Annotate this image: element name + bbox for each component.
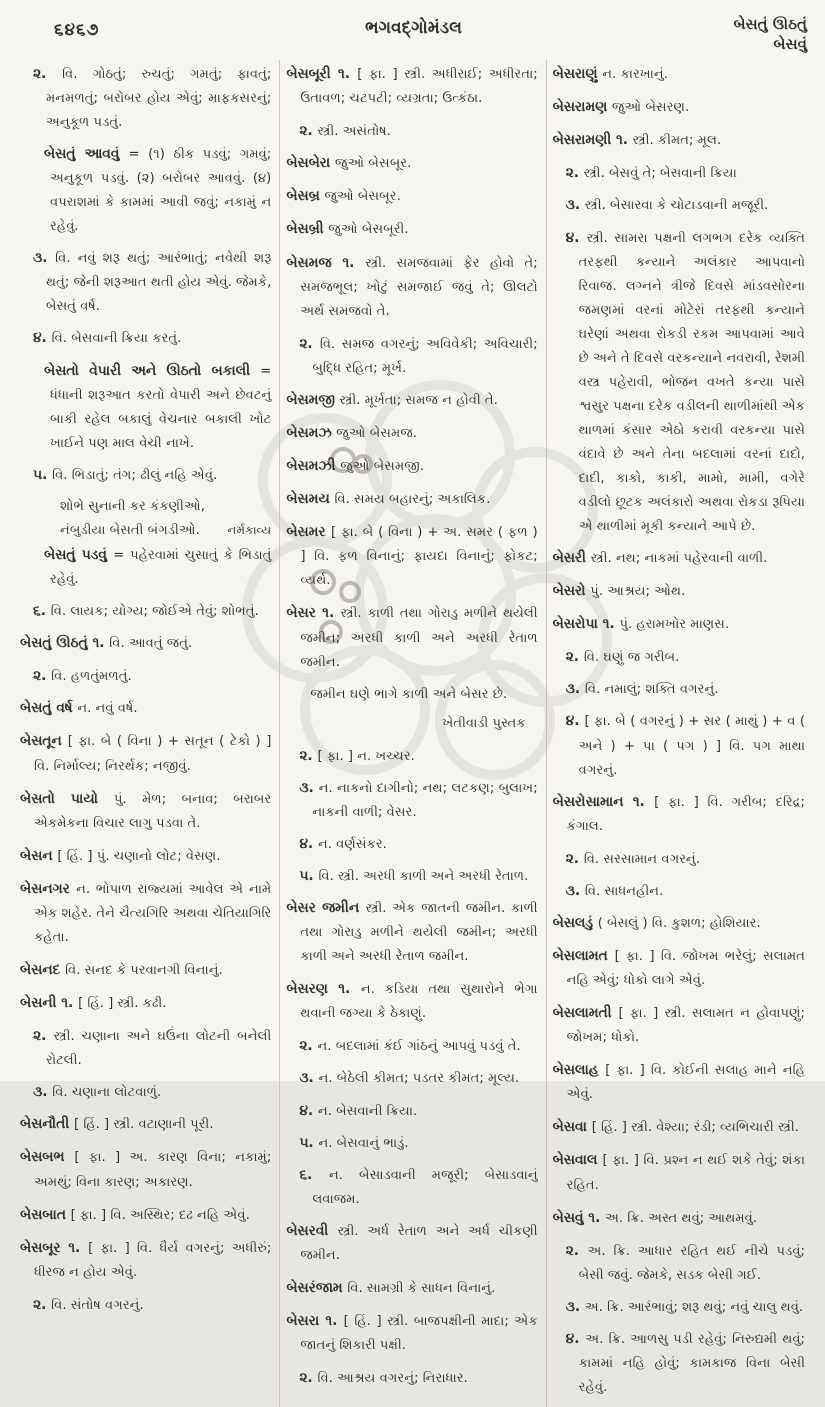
entry-sense: ૪. વિ. બેસવાની ક્રિયા કરતું.: [33, 330, 182, 347]
dictionary-entry: બેસબૂર ૧. [ ફા. ] વિ. ધૈર્ય વગરનું; અધીરું; ધીરજ ન હોય એવું.: [20, 1239, 272, 1280]
entry-sense: ૬. ન. બેસાડવાની મજૂરી; બેસાડવાનું લવાજમ.: [299, 1166, 538, 1207]
sense-number: ૪.: [565, 229, 587, 246]
entry-sense: ૩. વિ. નવું શરૂ થતું; આરંભાતું; નવેથી શરૂ થતું; જેની શરૂઆત થતી હોય એવું. જેમકે, બેસતું વર્ષ.: [33, 250, 272, 315]
dictionary-entry: બેસનૌતી [ હિં. ] સ્ત્રી. વટાણાની પૂરી.: [20, 1116, 214, 1133]
sense-number: ૨.: [33, 1296, 52, 1313]
headword: બેસલામતી: [552, 1005, 619, 1022]
entry-sense: ૪. ન. બેસવાની ક્રિયા.: [299, 1102, 418, 1119]
sense-number: ૨.: [565, 1242, 588, 1259]
entry-sense: ૨. ન. બદલામાં કંઈ ગાંઠનું આપવું પડવું તે.: [299, 1038, 521, 1055]
dictionary-entry: બેસરંજામ વિ. સામગ્રી કે સાધન વિનાનું.: [286, 1279, 496, 1296]
sense-number: ૪.: [33, 330, 52, 347]
headword: બેસરામણ: [552, 99, 612, 116]
sense-number: ૫.: [299, 1134, 319, 1151]
sense-number: ૪.: [299, 1102, 318, 1119]
dictionary-entry: બેસતૂન [ ફા. બે ( વિના ) + સતૂન ( ટેકો ) ] વિ. નિર્માલ્ય; નિરર્થક; નજીવું.: [20, 733, 272, 774]
dictionary-entry: બેસરા ૧. [ હિં. ] સ્ત્રી. બાજપક્ષીની માદા; એક જાતનું શિકારી પક્ષી.: [286, 1313, 538, 1354]
headword: બેસતું ઊઠતું ૧.: [20, 635, 110, 652]
headword: બેસરામણી ૧.: [552, 132, 633, 149]
dictionary-entry: બેસવા [ હિં. ] સ્ત્રી. વેશ્યા; રંડી; વ્યભિચારી સ્ત્રી.: [552, 1119, 799, 1136]
dictionary-entry: બેસતો પાયો પું. મેળ; બનાવ; બરાબર એકમેકના વિચાર લાગુ પડવા તે.: [20, 790, 272, 831]
entry-sense: ૪. ન. વર્ણસંકર.: [299, 835, 387, 852]
headword: બેસરંજામ: [286, 1279, 348, 1296]
headword: બેસરણ ૧.: [286, 981, 361, 998]
entry-sense: ૨. [ ફા. ] ન. ખચ્ચર.: [299, 747, 415, 764]
headword: બેસરોપા ૧.: [552, 616, 620, 633]
headword: બેસરોસામાન ૧.: [552, 793, 655, 810]
headword: બેસમઝી: [286, 458, 341, 475]
sense-number: ૩.: [565, 882, 585, 899]
sense-number: ૨.: [299, 335, 320, 352]
entry-sense: ૨. સ્ત્રી. ચણાના અને ઘઉંના લોટની બનેલી રોટલી.: [33, 1028, 272, 1069]
headword: બેસલાહ: [552, 1062, 606, 1079]
dictionary-entry: બેસલડું ( બેસલું ) વિ. કુશળ; હોશિયાર.: [552, 914, 761, 931]
dictionary-entry: બેસરોસામાન ૧. [ ફા. ] વિ. ગરીબ; દરિદ્ર; કંગાલ.: [552, 793, 806, 834]
guide-word-bottom: બેસવું: [773, 35, 807, 54]
dictionary-entry: બેસમજી સ્ત્રી. મૂર્ખતા; સમજ ન હોવી તે.: [286, 391, 498, 408]
source-attribution: ખેતીવાડી પુસ્તક: [442, 715, 526, 731]
headword: બેસબ્ર: [286, 188, 325, 205]
dictionary-entry: બેસતું ઊઠતું ૧. વિ. આવતું જતું.: [20, 635, 193, 652]
headword: બેસમર: [286, 524, 331, 541]
headword: બેસરા ૧.: [286, 1313, 344, 1330]
headword: બેસમય: [286, 491, 335, 508]
headword: બેસબ્રી: [286, 221, 329, 238]
dictionary-entry: બેસમઝી જુઓ બેસમજી.: [286, 458, 425, 475]
dictionary-entry: બેસની ૧. [ હિં. ] સ્ત્રી. કઢી.: [20, 995, 167, 1012]
source-attribution: નર્મકાવ્ય: [227, 522, 272, 537]
headword: બેસની ૧.: [20, 995, 79, 1012]
entry-sense: ૨. અ. ક્રિ. આધાર રહિત થઈ નીચે પડવું; બેસી જવું. જેમકે, સડક બેસી ગઈ.: [565, 1242, 805, 1283]
headword: બેસમજ ૧.: [286, 254, 366, 271]
dictionary-entry: બેસનગર ન. ભોપાળ રાજ્યમાં આવેલ એ નામે એક શહેર. તેને ચૈત્યગિરિ અથવા ચેતિયાગિરિ કહેતા.: [20, 880, 272, 945]
headword: બેસબેરા: [286, 155, 335, 172]
headword: બેસર ૧.: [286, 605, 341, 622]
headword: બેસરી: [552, 549, 591, 566]
dictionary-entry: બેસરોપા ૧. પું. હરામખોર માણસ.: [552, 616, 730, 633]
headword: બેસવાલ: [552, 1152, 603, 1169]
dictionary-entry: બેસરાણું ન. કારખાનું.: [552, 66, 668, 82]
sense-number: ૫.: [299, 867, 319, 884]
headword: બેસનૌતી: [20, 1116, 74, 1133]
dictionary-entry: બેસલામત [ ફા. ] વિ. જોખમ ભરેલું; સલામત નહિ એવું; ધોકો લાગે એવું.: [552, 947, 805, 989]
headword: બેસવા: [552, 1119, 592, 1136]
sense-number: ૩.: [299, 1070, 319, 1087]
entry-sense: ૫. ન. બેસવાનું ભાડું.: [299, 1134, 409, 1151]
sense-number: ૩.: [565, 197, 585, 214]
entry-sense: ૨. વિ. સંતોષ વગરનું.: [33, 1296, 144, 1313]
headword: બેસબભ: [20, 1149, 75, 1166]
verse-line: નર્મકાવ્ય નંબુડીયા બેસતી બંગડીઓ.: [20, 519, 271, 543]
usage-example: બેસતું પડવું = પહેરવામાં ચુસાતું કે ભિડાતું રહેવું.: [44, 546, 272, 587]
headword: બેસનદ: [20, 961, 66, 978]
sense-number: બેસતો વેપારી અને ઊઠતો બકાલી: [44, 362, 261, 379]
sense-number: ૪.: [565, 1330, 586, 1347]
sense-number: ૨.: [299, 747, 318, 764]
dictionary-entry: બેસમજ ૧. સ્ત્રી. સમજવામાં ફેર હોવો તે; સમજભૂલ; ખોટું સમજાઈ જવું તે; ઊલટો અર્થ સમજવો તે.: [286, 254, 538, 319]
sense-number: ૨.: [565, 165, 584, 182]
column-2: [280, 60, 546, 1407]
page-header: [14, 14, 813, 58]
column-3: [547, 60, 813, 1407]
headword: બેસતૂન: [20, 733, 68, 750]
verse-line: શોભે સુનાની કર કંકણીઓ,: [60, 498, 205, 514]
entry-sense: ૪. અ. ક્રિ. આળસુ પડી રહેવું; નિરુદ્યમી થવું; કામમાં નહિ હોવું; કામકાજ વિના બેસી રહેવું.: [565, 1330, 805, 1396]
dictionary-entry: બેસબભ [ ફા. ] અ. કારણ વિના; નકામું; અમથું; વિના કારણ; અકારણ.: [20, 1149, 272, 1190]
headword: બેસમઝ: [286, 424, 337, 441]
entry-sense: ૫. વિ. સ્ત્રી. અરધી કાળી અને અરધી રેતાળ.: [299, 867, 529, 884]
dictionary-entry: બેસર જમીન સ્ત્રી. એક જાતની જમીન. કાળી તથા ગોરાડુ મળીને થયેલી જમીન; અરધી કાળી અને અરધી રેતાળ જમીન.: [286, 900, 538, 965]
headword: બેસતું વર્ષ: [20, 700, 78, 717]
entry-sense: ૪. [ ફા. બે ( વગરનું ) + સર ( માથું ) + વ ( અને ) + પા ( પગ ) ] વિ. પગ માથા વગરનું.: [565, 713, 805, 778]
dictionary-entry: બેસબૂરી ૧. [ ફા. ] સ્ત્રી. અધીરાઈ; અધીરતા; ઉતાવળ; ચટપટી; વ્યગ્રતા; ઉત્કંઠા.: [286, 66, 538, 107]
headword: બેસરવી: [286, 1222, 338, 1239]
sense-number: ૩.: [33, 1084, 53, 1101]
headword: બેસલામત: [552, 947, 615, 964]
sense-number: ૬.: [299, 1166, 329, 1183]
headword: બેસબૂરી ૧.: [286, 66, 358, 82]
dictionary-entry: બેસમઝ જુઓ બેસમજ.: [286, 424, 417, 441]
dictionary-entry: બેસરી સ્ત્રી. નથ; નાકમાં પહેરવાની વાળી.: [552, 549, 768, 566]
guide-word-top: બેસતું ઊઠતું: [733, 15, 807, 33]
entry-sense: ૬. વિ. લાયક; યોગ્ય; જોઈએ તેવું; શોભતું.: [33, 602, 259, 619]
sense-number: ૨.: [33, 1028, 54, 1045]
headword: બેસમજી: [286, 391, 340, 408]
sense-number: ૪.: [299, 835, 318, 852]
entry-sense: ૨. વિ. હળતુંમળતું.: [33, 668, 132, 685]
sense-number: ૩.: [565, 1298, 585, 1315]
entry-sense: ૩. ન. બેઠેલી કીમત; પડતર કીમત; મૂલ્ય.: [299, 1070, 520, 1087]
headword: બેસતો પાયો: [20, 790, 114, 807]
sense-number: બેસતું આવવું: [44, 146, 129, 163]
dictionary-entry: બેસલાહ [ ફા. ] વિ. કોઈની સલાહ માને નહિ એવું.: [552, 1062, 805, 1103]
sense-number: ૨.: [565, 649, 584, 666]
entry-sense: ૪. સ્ત્રી. સામરા પક્ષની લગભગ દરેક વ્યક્તિ તરફથી કન્યાને અલંકાર આપવાનો રિવાજ. લગ્નને ત્રીજે દિવસે માંડવસોરના જમણમાં વરનાં મોટેરાં તરફથી કન્યાને ઘરેણાં અથવા રોકડી રકમ આપવામાં આવે છે અને તે દિવસે વરકન્યાને નવરાવી, રેશમી વસ્ત્ર પહેરાવી, ભોજન વખતે કન્યા પાસે શ્વસુર પક્ષના દરેક વડીલની થાળીમાંથી એક થાળમાં કંસાર એઠો કરાવી વરકન્યા પાસે વંદાવે છે અને તેના બદલામાં વરનાં દાદો, દાદી, કાકો, કાકી, મામો, મામી, વગેરે વડીલો છૂટક અલંકારો અથવા રોકડા રૂપિયા એ થાળીમાં મૂકી કન્યાને આપે છે.: [565, 229, 805, 534]
entry-sense: ૩. વિ. નમાલું; શક્તિ વગરનું.: [565, 681, 719, 698]
entry-sense: ૨. વિ. ઘણું જ ગરીબ.: [565, 649, 680, 666]
sense-number: ૨.: [33, 668, 52, 685]
dictionary-entry: બેસરો પું. આશ્રય; ઓથ.: [552, 582, 686, 599]
dictionary-entry: બેસવાલ [ ફા. ] વિ. પ્રશ્ન ન થઈ શકે તેવું; શંકા રહિત.: [552, 1152, 805, 1193]
headword: બેસર જમીન: [286, 900, 366, 917]
sense-number: ૪.: [565, 713, 585, 730]
dictionary-entry: બેસબ્ર જુઓ બેસબૂર.: [286, 188, 401, 205]
entry-sense: ૨. સ્ત્રી. બેસવું તે; બેસવાની ક્રિયા: [565, 165, 737, 182]
dictionary-entry: બેસર ૧. સ્ત્રી. કાળી તથા ગોરાડુ મળીને થયેલી જમીન; અરધી કાળી અને અરધી રેતાળ જમીન.: [286, 605, 538, 670]
headword: બેસરો: [552, 582, 591, 599]
usage-example: બેસતું આવવું = (૧) ઠીક પડવું; ગમવું; અનુકૂળ પડવું. (૨) બરોબર આવવું. (૪) વપરાશમાં કે કામમાં આવી જવું; નકામું ન રહેવું.: [44, 146, 272, 235]
dictionary-entry: બેસરવી સ્ત્રી. અર્ધ રેતાળ અને અર્ધ ચીકણી જમીન.: [286, 1222, 538, 1263]
dictionary-entry: બેસબેરા જુઓ બેસબૂર.: [286, 155, 412, 172]
headword: બેસવું ૧.: [552, 1209, 606, 1226]
sense-number: ૨.: [299, 1370, 318, 1387]
usage-example: બેસતો વેપારી અને ઊઠતો બકાલી = ધંધાની શરૂઆત કરતો વેપારી અને છેવટનું બાકી રહેલ બકાલું વેચનાર બકાલી ખોટ ખાઈને પણ માલ વેચી નાખે.: [44, 362, 272, 451]
headword: બેસન: [20, 847, 58, 864]
headword: બેસલડું: [552, 914, 598, 931]
sense-number: ૨.: [565, 850, 584, 867]
dictionary-entry: બેસવું ૧. અ. ક્રિ. અસ્ત થવું; આથમવું.: [552, 1209, 758, 1226]
dictionary-entry: બેસબ્રી જુઓ બેસબૂરી.: [286, 221, 409, 238]
entry-sense: ૩. અ. ક્રિ. આરંભાવું; શરૂ થવું; નવું ચાલુ થવું.: [565, 1298, 804, 1315]
headword: બેસબાત: [20, 1206, 71, 1223]
entry-sense: ૨. વિ. સરસામાન વગરનું.: [565, 850, 701, 867]
sense-number: ૫.: [33, 466, 53, 483]
dictionary-entry: બેસમય વિ. સમય બહારનું; અકાલિક.: [286, 491, 491, 508]
headword: બેસનગર: [20, 880, 77, 897]
dictionary-entry: બેસતું વર્ષ ન. નવું વર્ષ.: [20, 700, 138, 717]
sense-number: ૩.: [33, 250, 56, 267]
dictionary-entry: બેસબાત [ ફા. ] વિ. અસ્થિર; દઢ નહિ એવું.: [20, 1206, 250, 1223]
dictionary-entry: બેસમર [ ફા. બે ( વિના ) + અ. સમર ( ફળ ) ] વિ. ફળ વિનાનું; ફાયદા વિનાનું; ફોકટ; વ્યર્થ.: [286, 524, 538, 589]
page-title: ભગવદ્ગોમંડલ: [365, 18, 462, 38]
page-number: ૬૪૬૭: [54, 20, 100, 40]
entry-sense: ૨. વિ. આશ્રય વગરનું; નિરાધાર.: [299, 1370, 468, 1387]
sense-number: ૨.: [299, 1038, 318, 1055]
dictionary-entry: બેસરણ ૧. ન. કડિયા તથા સુથારોને ભેગા થવાની જગ્યા કે ઠેકાણું.: [286, 981, 538, 1022]
sense-number: ૨.: [299, 123, 318, 140]
entry-sense: ૩. વિ. ચણાના લોટવાળું.: [33, 1084, 162, 1101]
entry-sense: ૩. વિ. સાધનહીન.: [565, 882, 664, 899]
sense-number: ૩.: [299, 779, 319, 796]
column-1: [14, 60, 280, 1407]
dictionary-entry: બેસરામણી ૧. સ્ત્રી. કીમત; મૂલ.: [552, 132, 722, 149]
guide-words: [733, 14, 807, 55]
entry-sense: ૩. ન. નાકનો દાગીનો; નથ; લટકણ; બુલાખ; નાકની વાળી; વેસર.: [299, 779, 538, 820]
entry-sense: ૫. વિ. ભિડાતું; તંગ; ઢીલું નહિ એવું.: [33, 466, 218, 483]
headword: બેસરાણું: [552, 66, 603, 82]
usage-example: જમીન ઘણે ભાગે કાળી અને બેસર છે.: [310, 686, 508, 702]
dictionary-entry: બેસલામતી [ ફા. ] સ્ત્રી. સલામત ન હોવાપણું; જોખમ; ધોકો.: [552, 1005, 806, 1046]
sense-number: ૬.: [33, 602, 51, 619]
entry-sense: ૨. વિ. સમજ વગરનું; અવિવેકી; અવિચારી; બુદ્ધિ રહિત; મૂર્ખ.: [299, 335, 538, 376]
sense-number: ૩.: [565, 681, 585, 698]
dictionary-entry: બેસન [ હિં. ] પું. ચણાનો લોટ; વેસણ.: [20, 847, 221, 864]
headword: બેસબૂર ૧.: [20, 1239, 89, 1256]
dictionary-entry: બેસનદ વિ. સનદ કે પરવાનગી વિનાનું.: [20, 961, 223, 978]
entry-sense: ૨. સ્ત્રી. અસંતોષ.: [299, 123, 391, 140]
columns-container: [14, 60, 813, 1396]
sense-number: ૨.: [33, 66, 63, 82]
dictionary-entry: બેસરામણ જુઓ બેસરણ.: [552, 99, 690, 116]
entry-sense: ૨. વિ. ગોઠતું; રુચતું; ગમતું; ફાવતું; મનમળતું; બરોબર હોય એવું; માફકસરનું; અનુકૂળ પડતું.: [33, 66, 272, 131]
entry-sense: ૩. સ્ત્રી. બેસારવા કે ચોટાડવાની મજૂરી.: [565, 197, 769, 214]
sense-number: બેસતું પડવું: [44, 546, 114, 563]
